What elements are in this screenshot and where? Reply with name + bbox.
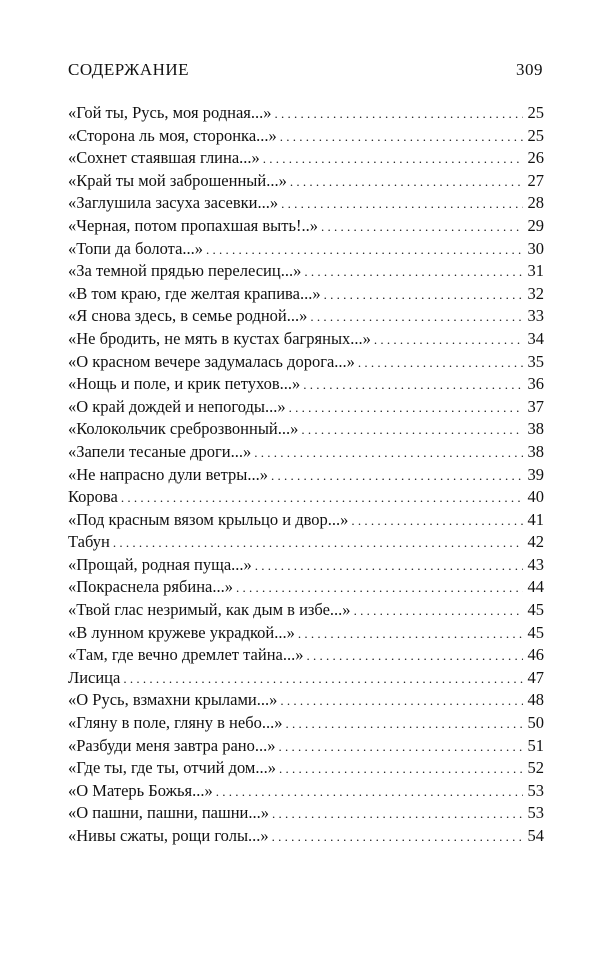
toc-entry	[68, 531, 544, 554]
toc-entry	[68, 396, 544, 419]
dot-leader	[303, 374, 523, 397]
toc-entry	[68, 215, 544, 238]
toc-entry-page: 34	[527, 328, 544, 348]
toc-entry-title: «О Русь, взмахни крылами...»	[68, 690, 278, 710]
toc-entry	[68, 441, 544, 464]
table-of-contents	[68, 102, 544, 848]
toc-entry-title: «О красном вечере задумалась дорога...»	[68, 351, 355, 371]
dot-leader	[280, 126, 523, 149]
dot-leader	[216, 781, 523, 804]
toc-entry-title: «Нивы сжаты, рощи голы...»	[68, 826, 269, 845]
toc-entry-page: 41	[527, 509, 544, 529]
toc-entry	[68, 283, 544, 306]
dot-leader	[271, 465, 523, 488]
toc-entry-page: 54	[527, 826, 544, 845]
toc-entry	[68, 735, 544, 758]
toc-entry	[68, 464, 544, 487]
toc-entry-title: «Сохнет стаявшая глина...»	[68, 148, 260, 168]
toc-entry-page: 48	[527, 690, 544, 710]
toc-entry-page: 40	[527, 487, 544, 507]
dot-leader	[285, 713, 523, 736]
toc-entry-title: «Твой глас незримый, как дым в избе...»	[68, 600, 351, 620]
toc-entry-page: 37	[527, 396, 544, 416]
dot-leader	[281, 193, 523, 216]
toc-entry-page: 42	[527, 532, 544, 552]
toc-entry-page: 36	[527, 374, 544, 394]
toc-entry	[68, 712, 544, 735]
toc-entry-title: «В лунном кружеве украдкой...»	[68, 622, 295, 642]
toc-entry-title: «Гляну в поле, гляну в небо...»	[68, 713, 283, 733]
toc-entry	[68, 102, 544, 125]
toc-entry-title: «Сторона ль моя, сторонка...»	[68, 125, 277, 145]
toc-entry-page: 28	[527, 193, 544, 213]
toc-entry-title: «Я снова здесь, в семье родной...»	[68, 306, 308, 326]
toc-entry	[68, 192, 544, 215]
dot-leader	[298, 623, 523, 646]
toc-entry-title: «Гой ты, Русь, моя родная...»	[68, 103, 272, 122]
dot-leader	[255, 555, 523, 578]
toc-entry	[68, 825, 544, 848]
dot-leader	[301, 419, 523, 442]
toc-entry	[68, 802, 544, 825]
toc-entry-page: 47	[527, 667, 544, 687]
toc-entry-page: 51	[527, 735, 544, 755]
dot-leader	[121, 487, 523, 510]
dot-leader	[113, 532, 523, 555]
toc-entry-title: «Заглушила засуха засевки...»	[68, 193, 279, 213]
toc-entry-title: Табун	[68, 532, 110, 552]
toc-entry	[68, 260, 544, 283]
dot-leader	[279, 758, 523, 781]
toc-entry	[68, 689, 544, 712]
toc-entry	[68, 509, 544, 532]
dot-leader	[310, 306, 523, 329]
toc-entry-page: 26	[527, 148, 544, 168]
dot-leader	[304, 261, 523, 284]
page-number: 309	[516, 60, 543, 79]
page-header	[68, 60, 543, 86]
dot-leader	[280, 690, 523, 713]
toc-entry-title: «О пашни, пашни, пашни...»	[68, 803, 269, 823]
toc-entry	[68, 328, 544, 351]
dot-leader	[358, 352, 523, 375]
toc-entry	[68, 147, 544, 170]
toc-entry-page: 27	[527, 170, 544, 190]
toc-entry-title: «О Матерь Божья...»	[68, 780, 213, 800]
toc-entry-title: «Колокольчик среброзвонный...»	[68, 419, 299, 439]
toc-entry	[68, 599, 544, 622]
toc-entry	[68, 780, 544, 803]
toc-entry-title: «Где ты, где ты, отчий дом...»	[68, 758, 276, 778]
toc-entry	[68, 418, 544, 441]
toc-entry-page: 33	[527, 306, 544, 326]
toc-entry-page: 45	[527, 600, 544, 620]
toc-entry-page: 25	[527, 125, 544, 145]
dot-leader	[123, 668, 523, 691]
toc-entry	[68, 170, 544, 193]
toc-entry-page: 30	[527, 238, 544, 258]
toc-entry	[68, 667, 544, 690]
toc-entry-page: 53	[527, 803, 544, 823]
dot-leader	[354, 600, 523, 623]
toc-entry-page: 29	[527, 215, 544, 235]
dot-leader	[290, 171, 523, 194]
dot-leader	[275, 103, 524, 126]
toc-entry-page: 32	[527, 283, 544, 303]
running-title: СОДЕРЖАНИЕ	[68, 60, 190, 79]
toc-entry-title: «За темной прядью перелесиц...»	[68, 261, 302, 281]
toc-entry-title: «Разбуди меня завтра рано...»	[68, 735, 276, 755]
dot-leader	[306, 645, 523, 668]
dot-leader	[324, 284, 523, 307]
toc-entry	[68, 238, 544, 261]
dot-leader	[254, 442, 523, 465]
toc-entry-title: «Нощь и поле, и крик петухов...»	[68, 374, 301, 394]
toc-entry-title: «В том краю, где желтая крапива...»	[68, 283, 321, 303]
toc-entry-title: Лисица	[68, 667, 121, 687]
toc-entry	[68, 644, 544, 667]
toc-entry	[68, 554, 544, 577]
toc-entry-title: «О край дождей и непогоды...»	[68, 396, 286, 416]
toc-entry-title: «Край ты мой заброшенный...»	[68, 170, 287, 190]
toc-entry-page: 44	[527, 577, 544, 597]
toc-entry-page: 50	[527, 713, 544, 733]
toc-entry-page: 25	[527, 103, 544, 122]
toc-entry	[68, 351, 544, 374]
dot-leader	[321, 216, 523, 239]
toc-entry-page: 38	[527, 441, 544, 461]
toc-entry-page: 45	[527, 622, 544, 642]
dot-leader	[351, 510, 523, 533]
toc-entry-page: 31	[527, 261, 544, 281]
toc-entry	[68, 486, 544, 509]
dot-leader	[374, 329, 523, 352]
toc-entry	[68, 757, 544, 780]
toc-entry-page: 38	[527, 419, 544, 439]
toc-entry-title: «Запели тесаные дроги...»	[68, 441, 252, 461]
dot-leader	[272, 826, 523, 849]
dot-leader	[272, 803, 523, 826]
toc-entry-title: «Не напрасно дули ветры...»	[68, 464, 268, 484]
dot-leader	[236, 577, 523, 600]
toc-entry	[68, 622, 544, 645]
toc-entry-page: 35	[527, 351, 544, 371]
dot-leader	[289, 397, 523, 420]
toc-entry-title: Корова	[68, 487, 118, 507]
toc-entry-title: «Там, где вечно дремлет тайна...»	[68, 645, 304, 665]
toc-entry-page: 43	[527, 554, 544, 574]
toc-entry-title: «Не бродить, не мять в кустах багряных...»	[68, 328, 371, 348]
toc-entry	[68, 373, 544, 396]
toc-entry-page: 53	[527, 780, 544, 800]
dot-leader	[206, 239, 523, 262]
toc-entry-title: «Под красным вязом крыльцо и двор...»	[68, 509, 349, 529]
toc-entry-page: 52	[527, 758, 544, 778]
toc-entry-title: «Черная, потом пропахшая выть!..»	[68, 215, 318, 235]
dot-leader	[263, 148, 523, 171]
toc-entry-page: 39	[527, 464, 544, 484]
toc-entry-title: «Прощай, родная пуща...»	[68, 554, 252, 574]
dot-leader	[279, 736, 523, 759]
toc-entry	[68, 305, 544, 328]
toc-entry-title: «Топи да болота...»	[68, 238, 204, 258]
toc-entry-page: 46	[527, 645, 544, 665]
toc-entry	[68, 576, 544, 599]
toc-entry	[68, 125, 544, 148]
toc-entry-title: «Покраснела рябина...»	[68, 577, 234, 597]
